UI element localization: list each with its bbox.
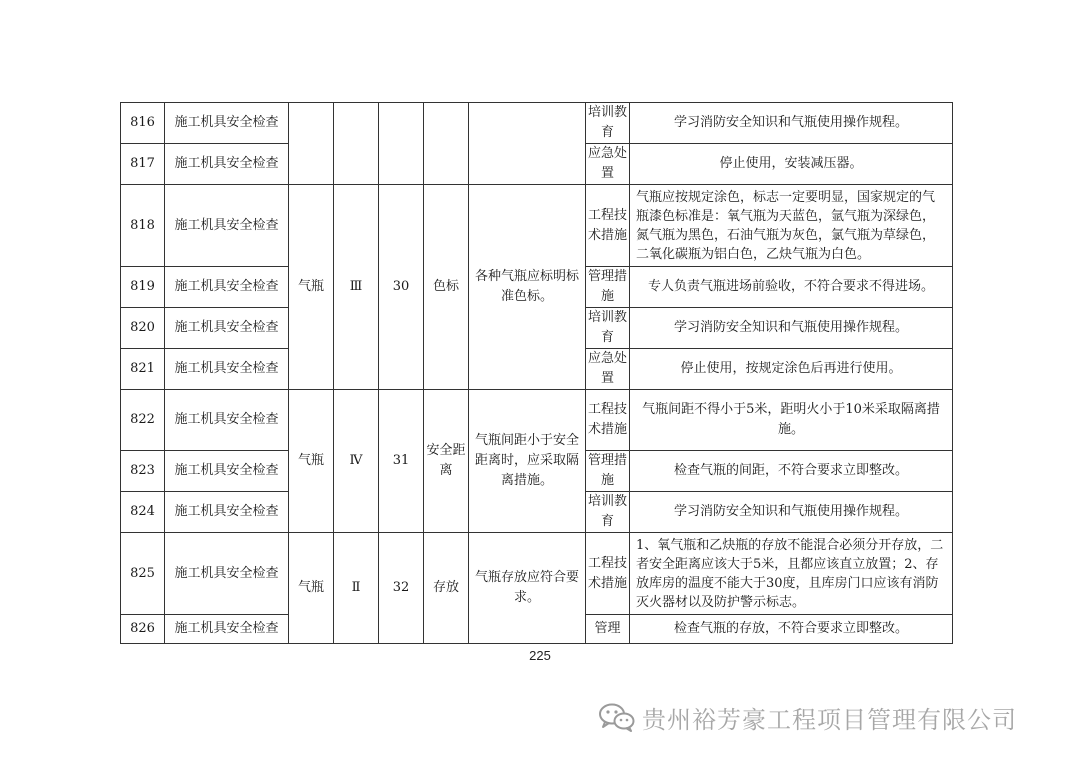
check-category: 施工机具安全检查 — [165, 103, 289, 144]
table-row — [121, 185, 953, 267]
check-category: 施工机具安全检查 — [165, 451, 289, 492]
measure-type: 管理措施 — [586, 267, 630, 308]
measure-type: 工程技术措施 — [586, 390, 630, 451]
measure-type: 应急处置 — [586, 144, 630, 185]
check-category: 施工机具安全检查 — [165, 308, 289, 349]
equipment-cell: 气瓶 — [289, 390, 334, 533]
measure-content: 检查气瓶的间距，不符合要求立即整改。 — [630, 451, 953, 492]
measure-content: 学习消防安全知识和气瓶使用操作规程。 — [630, 492, 953, 533]
check-category: 施工机具安全检查 — [165, 185, 289, 267]
watermark-text: 贵州裕芳豪工程项目管理有限公司 — [642, 705, 1017, 734]
equipment-cell: 气瓶 — [289, 533, 334, 644]
item-no-cell: 31 — [379, 390, 424, 533]
measure-type: 管理 — [586, 615, 630, 644]
row-number: 823 — [121, 451, 165, 492]
table-row — [121, 390, 953, 451]
measure-type: 工程技术措施 — [586, 185, 630, 267]
row-number: 824 — [121, 492, 165, 533]
level-cell: Ⅳ — [334, 390, 379, 533]
requirement-cell: 气瓶间距小于安全距离时，应采取隔离措施。 — [469, 390, 586, 533]
item-no-cell: 30 — [379, 185, 424, 390]
measure-content: 学习消防安全知识和气瓶使用操作规程。 — [630, 308, 953, 349]
inspection-table — [120, 102, 953, 644]
measure-type: 工程技术措施 — [586, 533, 630, 615]
requirement-cell: 气瓶存放应符合要求。 — [469, 533, 586, 644]
measure-content: 气瓶应按规定涂色，标志一定要明显，国家规定的气瓶漆色标准是：氧气瓶为天蓝色，氩气瓶为深绿色，氮气瓶为黑色，石油气瓶为灰色，氯气瓶为草绿色，二氧化碳瓶为铝白色，乙炔气瓶为白色。 — [630, 185, 953, 267]
row-number: 820 — [121, 308, 165, 349]
row-number: 821 — [121, 349, 165, 390]
item-cell: 存放 — [424, 533, 469, 644]
page-number: 225 — [529, 648, 551, 663]
measure-content: 检查气瓶的存放，不符合要求立即整改。 — [630, 615, 953, 644]
item-cell: 安全距离 — [424, 390, 469, 533]
check-category: 施工机具安全检查 — [165, 533, 289, 615]
check-category: 施工机具安全检查 — [165, 267, 289, 308]
measure-content: 学习消防安全知识和气瓶使用操作规程。 — [630, 103, 953, 144]
watermark — [598, 700, 1017, 734]
row-number: 816 — [121, 103, 165, 144]
row-number: 817 — [121, 144, 165, 185]
item-cell: 色标 — [424, 185, 469, 390]
measure-content: 专人负责气瓶进场前验收，不符合要求不得进场。 — [630, 267, 953, 308]
equipment-cell — [289, 103, 334, 185]
item-cell — [424, 103, 469, 185]
measure-content: 停止使用，按规定涂色后再进行使用。 — [630, 349, 953, 390]
level-cell: Ⅱ — [334, 533, 379, 644]
row-number: 825 — [121, 533, 165, 615]
measure-type: 培训教育 — [586, 103, 630, 144]
level-cell — [334, 103, 379, 185]
requirement-cell — [469, 103, 586, 185]
check-category: 施工机具安全检查 — [165, 390, 289, 451]
measure-type: 培训教育 — [586, 308, 630, 349]
measure-content: 1、氧气瓶和乙炔瓶的存放不能混合必须分开存放，二者安全距离应该大于5米，且都应该直立放置；2、存放库房的温度不能大于30度，且库房门口应该有消防灭火器材以及防护警示标志。 — [630, 533, 953, 615]
item-no-cell: 32 — [379, 533, 424, 644]
measure-type: 管理措施 — [586, 451, 630, 492]
check-category: 施工机具安全检查 — [165, 144, 289, 185]
table-row — [121, 533, 953, 615]
row-number: 826 — [121, 615, 165, 644]
row-number: 818 — [121, 185, 165, 267]
table-row — [121, 103, 953, 144]
measure-content: 气瓶间距不得小于5米，距明火小于10米采取隔离措施。 — [630, 390, 953, 451]
equipment-cell: 气瓶 — [289, 185, 334, 390]
row-number: 822 — [121, 390, 165, 451]
requirement-cell: 各种气瓶应标明标准色标。 — [469, 185, 586, 390]
check-category: 施工机具安全检查 — [165, 615, 289, 644]
measure-type: 培训教育 — [586, 492, 630, 533]
level-cell: Ⅲ — [334, 185, 379, 390]
wechat-icon — [598, 702, 636, 732]
check-category: 施工机具安全检查 — [165, 492, 289, 533]
row-number: 819 — [121, 267, 165, 308]
measure-type: 应急处置 — [586, 349, 630, 390]
item-no-cell — [379, 103, 424, 185]
check-category: 施工机具安全检查 — [165, 349, 289, 390]
measure-content: 停止使用，安装减压器。 — [630, 144, 953, 185]
